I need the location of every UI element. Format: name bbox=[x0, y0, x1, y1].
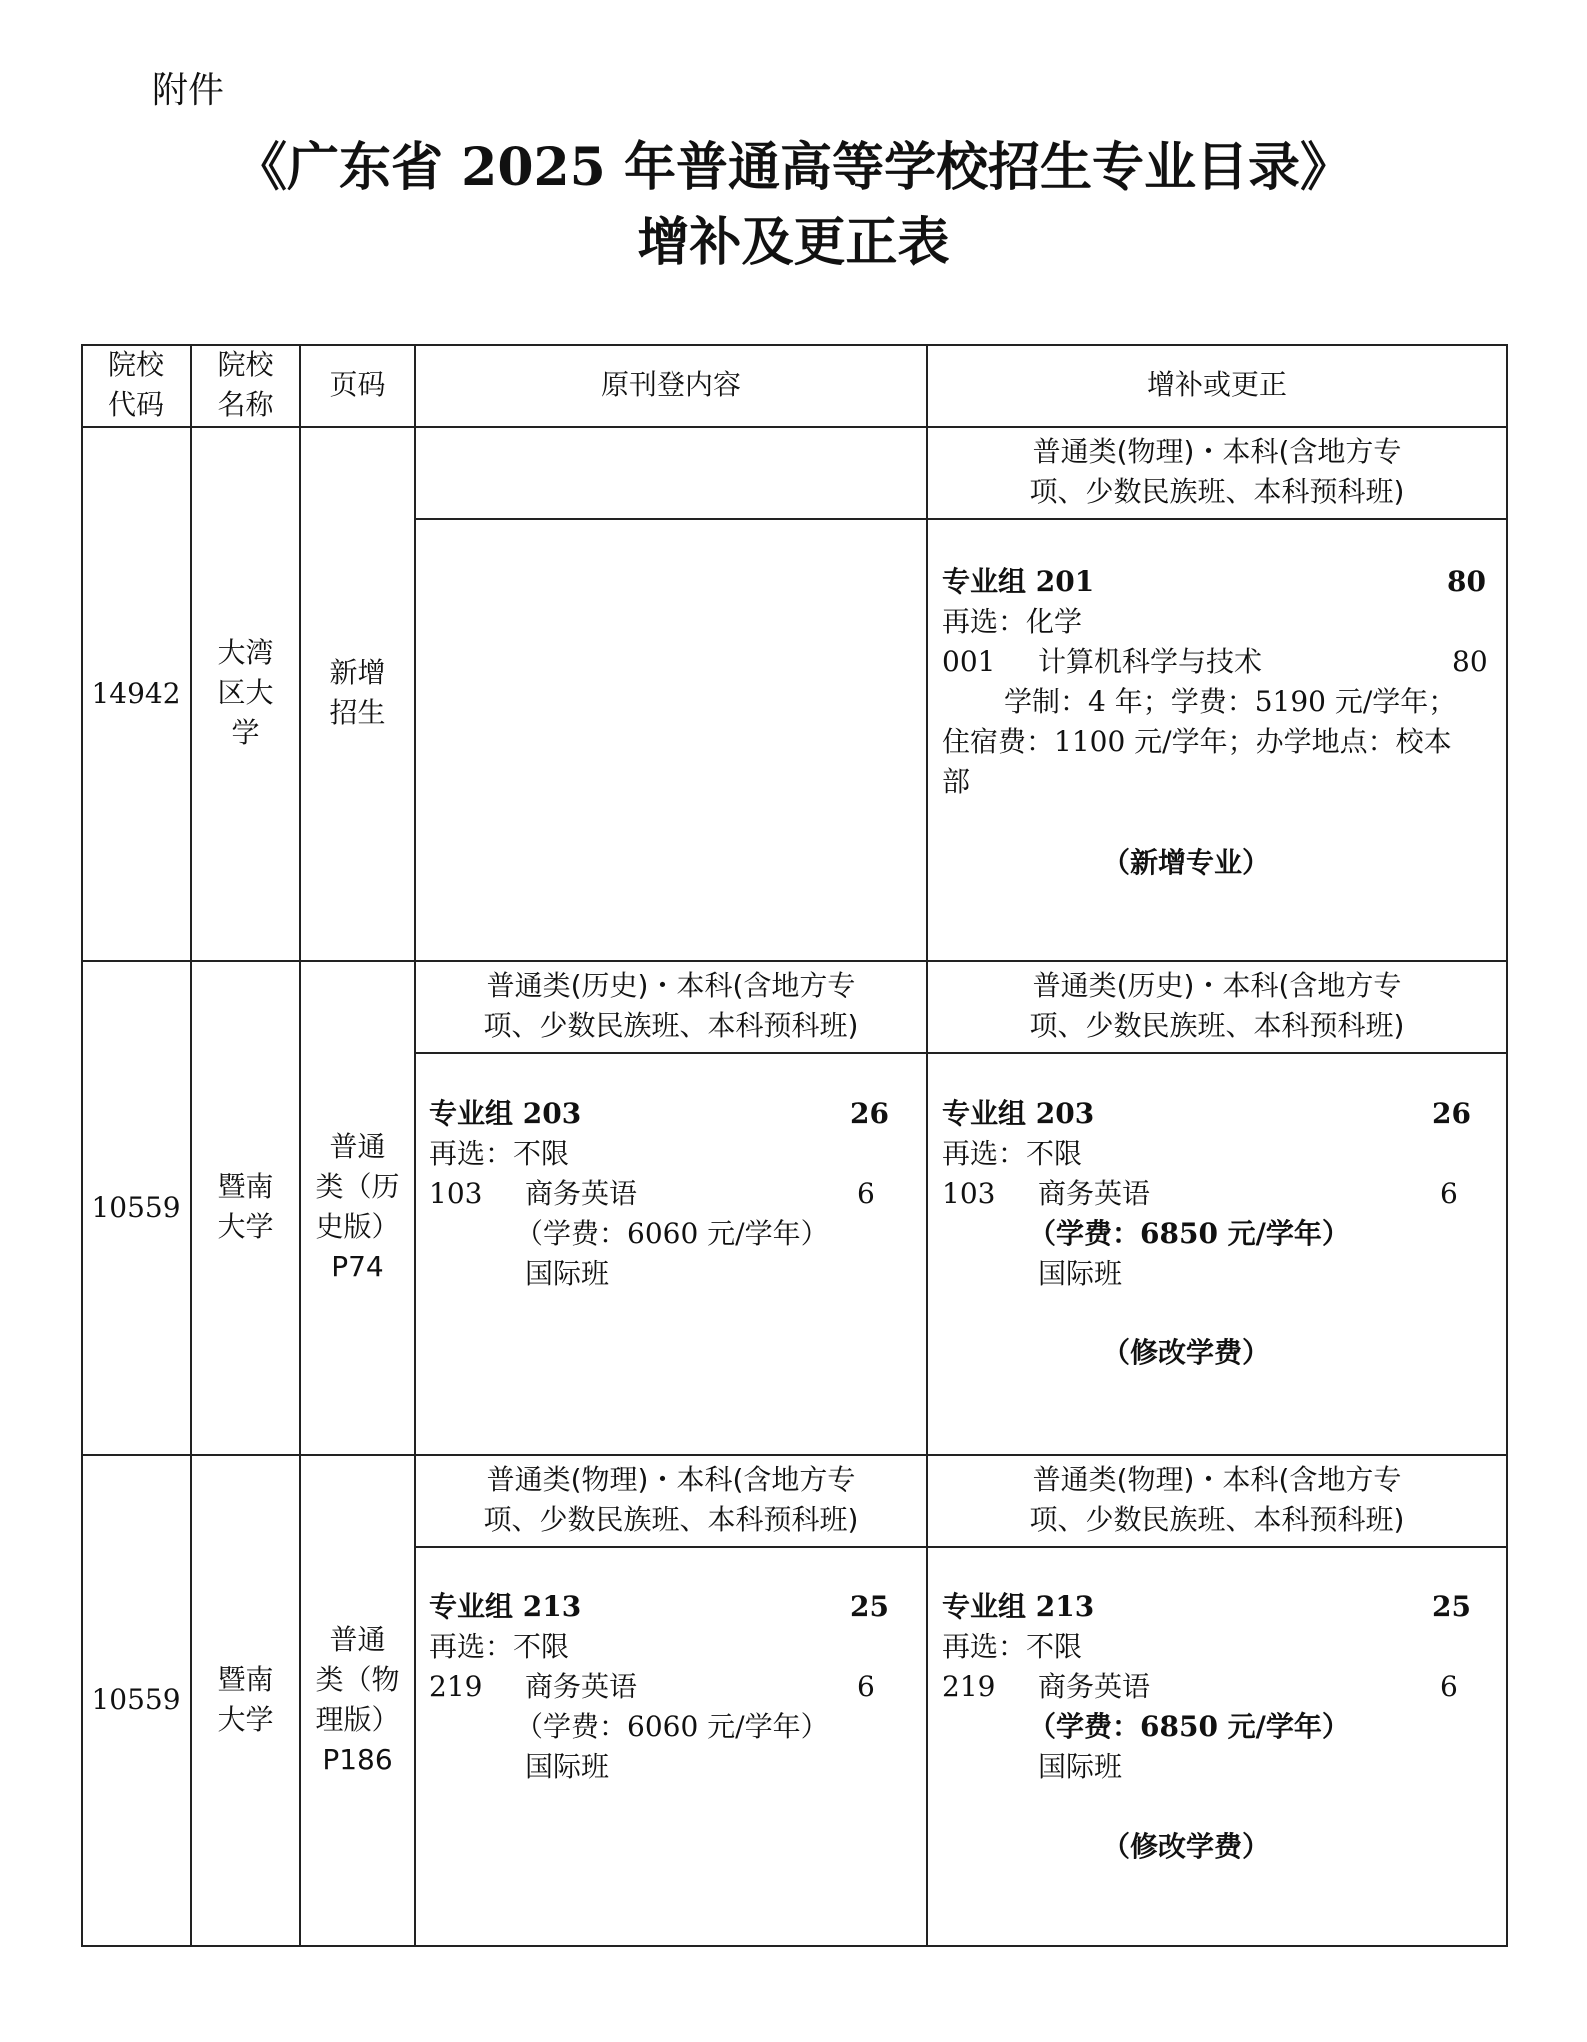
correction-note: （修改学费） bbox=[1102, 1830, 1271, 1863]
school-name: 暨南 大学 bbox=[217, 1170, 274, 1243]
attachment-label: 附件 bbox=[152, 70, 225, 111]
correction-section-header: 普通类(物理)・本科(含地方专 项、少数民族班、本科预科班) bbox=[1029, 1463, 1405, 1536]
original-section-header: 普通类(物理)・本科(含地方专 项、少数民族班、本科预科班) bbox=[483, 1463, 859, 1536]
correction-entry: 专业组 201 80 再选：化学 001 计算机科学与技术 80 学制：4 年；学费：5190 元/学年； 住宿费：1100 元/学年；办学地点：校本 部 bbox=[942, 565, 1488, 798]
document-subtitle: 增补及更正表 bbox=[637, 212, 950, 273]
header-original: 原刊登内容 bbox=[600, 368, 741, 401]
school-code: 10559 bbox=[91, 1683, 181, 1716]
original-entry: 专业组 213 25 再选：不限 219 商务英语 6 （学费：6060 元/学年） 国际班 bbox=[429, 1590, 889, 1783]
correction-entry: 专业组 213 25 再选：不限 219 商务英语 6 （学费：6850 元/学年） 国际班 bbox=[942, 1590, 1471, 1783]
original-entry: 专业组 203 26 再选：不限 103 商务英语 6 （学费：6060 元/学年） 国际班 bbox=[429, 1097, 889, 1290]
header-school-code: 院校 代码 bbox=[107, 348, 164, 421]
school-code: 14942 bbox=[91, 676, 181, 710]
header-page: 页码 bbox=[329, 368, 386, 401]
correction-section-header: 普通类(历史)・本科(含地方专 项、少数民族班、本科预科班) bbox=[1029, 969, 1405, 1042]
school-code: 10559 bbox=[91, 1190, 181, 1224]
header-school-name: 院校 名称 bbox=[217, 348, 274, 421]
page-ref: 普通 类（历 史版） P74 bbox=[315, 1130, 400, 1283]
page-ref: 普通 类（物 理版） P186 bbox=[315, 1622, 400, 1776]
school-name: 大湾 区大 学 bbox=[217, 636, 274, 749]
correction-section-header: 普通类(物理)・本科(含地方专 项、少数民族班、本科预科班) bbox=[1029, 435, 1405, 508]
page-ref: 新增 招生 bbox=[329, 656, 386, 729]
document-title: 《广东省 2025 年普通高等学校招生专业目录》 bbox=[235, 137, 1352, 198]
school-name: 暨南 大学 bbox=[217, 1662, 274, 1736]
original-section-header: 普通类(历史)・本科(含地方专 项、少数民族班、本科预科班) bbox=[483, 969, 859, 1042]
correction-note: （新增专业） bbox=[1102, 846, 1271, 879]
correction-entry: 专业组 203 26 再选：不限 103 商务英语 6 （学费：6850 元/学年） 国际班 bbox=[942, 1097, 1471, 1290]
correction-note: （修改学费） bbox=[1102, 1336, 1271, 1369]
header-correction: 增补或更正 bbox=[1146, 368, 1287, 401]
correction-table bbox=[81, 344, 1508, 1946]
